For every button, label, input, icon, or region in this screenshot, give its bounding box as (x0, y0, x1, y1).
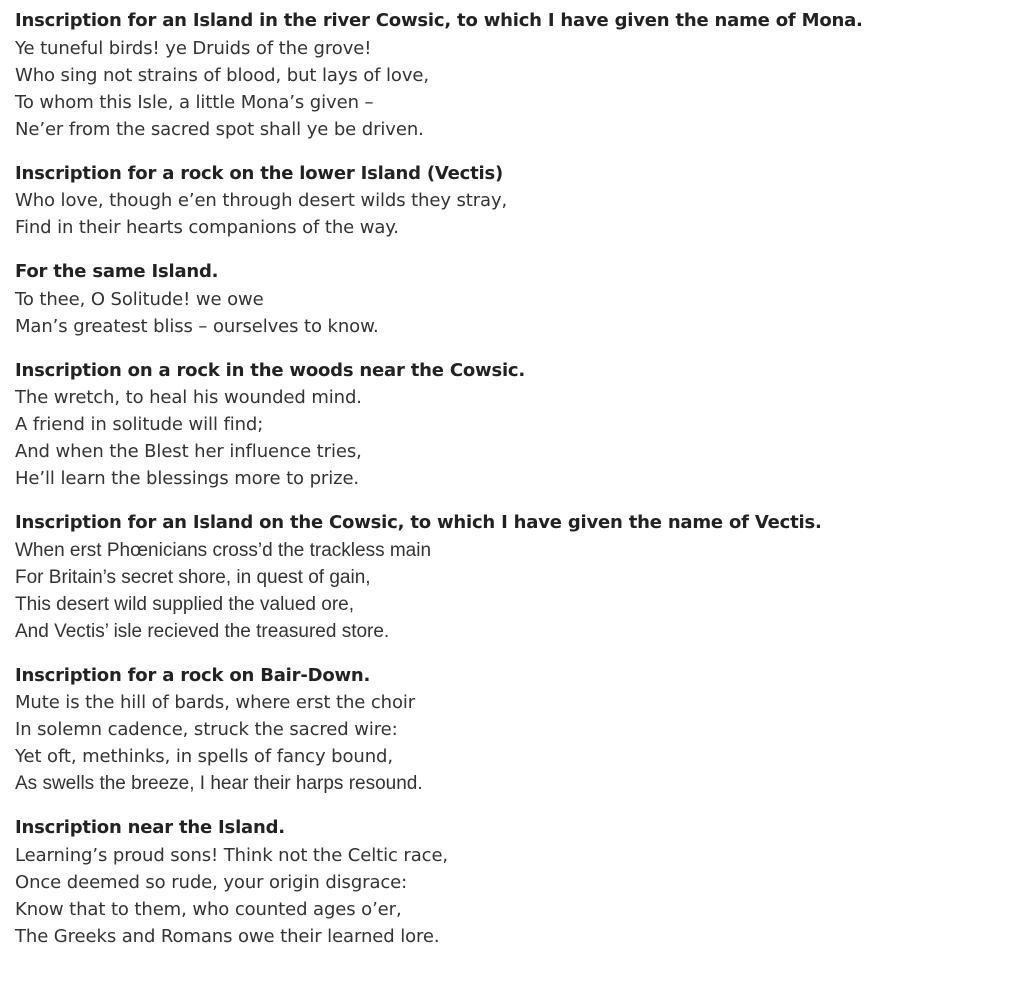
verse-line: Learning’s proud sons! Think not the Celtic race, (15, 844, 449, 866)
verse-line: And when the Blest her influence tries, (15, 441, 362, 462)
stanza-lines (15, 187, 1015, 241)
stanza-lines (15, 842, 1015, 950)
verse-line: Ne’er from the sacred spot shall ye be driven. (15, 118, 424, 140)
verse-line: When erst Phœnicians cross’d the trackless main (15, 539, 432, 561)
stanza-title: Inscription for a rock on Bair-Down. (15, 664, 371, 686)
verse-line: Mute is the hill of bards, where erst the choir (15, 692, 416, 713)
verse-line: As swells the breeze, I hear their harps resound. (15, 773, 423, 794)
verse-line: Find in their hearts companions of the way. (15, 217, 399, 238)
stanza-title: Inscription for a rock on the lower Island (Vectis) (15, 162, 504, 184)
verse-line: Man’s greatest bliss – ourselves to know. (15, 315, 379, 337)
verse-line: Know that to them, who counted ages o’er, (15, 898, 402, 920)
stanza-vectis (15, 510, 1015, 645)
verse-line: The Greeks and Romans owe their learned lore. (15, 925, 440, 947)
poem-document (15, 8, 1015, 950)
stanza-title: Inscription on a rock in the woods near the Cowsic. (15, 359, 526, 381)
stanza-lines (15, 286, 1015, 340)
verse-line: He’ll learn the blessings more to prize. (15, 468, 360, 489)
verse-line: Who sing not strains of blood, but lays of love, (15, 64, 429, 86)
verse-line: To whom this Isle, a little Mona’s given – (15, 91, 374, 113)
verse-line: A friend in solitude will find; (15, 414, 264, 435)
verse-line: The wretch, to heal his wounded mind. (15, 387, 362, 408)
verse-line: In solemn cadence, struck the sacred wire: (15, 719, 398, 740)
stanza-same-island (15, 259, 1015, 340)
stanza-bair-down (15, 663, 1015, 798)
stanza-title: Inscription for an Island on the Cowsic, to which I have given the name of Vectis. (15, 512, 822, 533)
stanza-title: Inscription near the Island. (15, 817, 285, 838)
verse-line: Yet oft, methinks, in spells of fancy bound, (15, 746, 393, 767)
stanza-mona (15, 8, 1015, 143)
stanza-woods-rock (15, 358, 1015, 493)
stanza-lines (15, 689, 1015, 797)
verse-line: For Britain’s secret shore, in quest of gain, (15, 566, 371, 588)
verse-line: To thee, O Solitude! we owe (15, 288, 264, 310)
verse-line: Ye tuneful birds! ye Druids of the grove! (15, 37, 372, 59)
stanza-near-island (15, 815, 1015, 950)
stanza-lines (15, 35, 1015, 143)
verse-line: And Vectis’ isle recieved the treasured store. (15, 620, 390, 642)
stanza-lines (15, 384, 1015, 492)
stanza-title: For the same Island. (15, 261, 219, 282)
verse-line: Once deemed so rude, your origin disgrace: (15, 871, 408, 893)
verse-line: Who love, though e’en through desert wilds they stray, (15, 190, 508, 211)
verse-line: This desert wild supplied the valued ore, (15, 593, 355, 615)
stanza-lines (15, 537, 1015, 645)
stanza-lower-island (15, 161, 1015, 242)
stanza-title: Inscription for an Island in the river Cowsic, to which I have given the name of Mona. (15, 10, 863, 31)
